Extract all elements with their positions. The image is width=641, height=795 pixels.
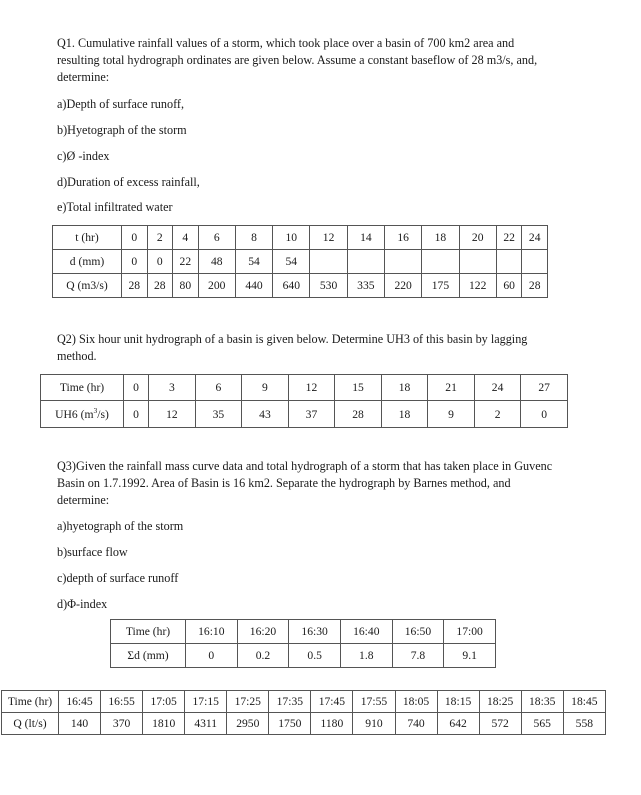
table-cell: 16:40 <box>340 620 392 644</box>
table-cell: 9.1 <box>444 644 496 668</box>
row-label-cell: t (hr) <box>53 226 122 250</box>
table-cell: 335 <box>347 274 384 298</box>
table-cell: 175 <box>422 274 459 298</box>
table-cell: 18 <box>422 226 459 250</box>
q2-value-cell: 35 <box>195 401 242 428</box>
table-cell: 28 <box>522 274 548 298</box>
row-label-cell: Time (hr) <box>2 691 59 713</box>
discharge-row <box>2 713 606 735</box>
q2-row-label-sup: 3 <box>93 405 98 415</box>
table-cell: 12 <box>310 226 347 250</box>
table-cell: 6 <box>198 226 235 250</box>
time-row <box>2 691 606 713</box>
table-cell: 565 <box>521 713 563 735</box>
table-cell: 16 <box>385 226 422 250</box>
table-cell: 1810 <box>143 713 185 735</box>
table-cell: 220 <box>385 274 422 298</box>
q2-value-cell: 12 <box>149 401 196 428</box>
table-cell: 530 <box>310 274 347 298</box>
table-cell: 54 <box>235 250 272 274</box>
table-cell: 18:05 <box>395 691 437 713</box>
q1-item-c: c)Ø -index <box>57 149 110 163</box>
table-cell: 10 <box>273 226 310 250</box>
q3-item-d: d)Φ-index <box>57 597 108 611</box>
table-cell: 0.2 <box>237 644 289 668</box>
q2-header-label: Time (hr) <box>41 375 124 401</box>
q-row <box>53 274 548 298</box>
table-cell: 28 <box>122 274 148 298</box>
table-cell: 16:30 <box>289 620 341 644</box>
table-cell <box>459 250 496 274</box>
table-cell <box>310 250 347 274</box>
q2-row-label <box>41 401 124 428</box>
table-cell: 370 <box>101 713 143 735</box>
table-cell <box>422 250 459 274</box>
table-cell: 0 <box>147 250 173 274</box>
table-cell: 14 <box>347 226 384 250</box>
table-cell: 17:45 <box>311 691 353 713</box>
q2-header-cell: 18 <box>381 375 428 401</box>
table-cell: 0.5 <box>289 644 341 668</box>
time-row <box>111 620 496 644</box>
cumulative-depth-row <box>111 644 496 668</box>
row-label-cell: Time (hr) <box>111 620 186 644</box>
q2-value-cell: 43 <box>242 401 289 428</box>
table-cell: 0 <box>122 250 148 274</box>
table-cell: 22 <box>496 226 522 250</box>
table-cell <box>496 250 522 274</box>
q3-item-c: c)depth of surface runoff <box>57 571 179 585</box>
table-cell: 558 <box>563 713 605 735</box>
table-cell: 2950 <box>227 713 269 735</box>
table-cell: 572 <box>479 713 521 735</box>
table-cell: 200 <box>198 274 235 298</box>
table-cell: 48 <box>198 250 235 274</box>
table-cell: 80 <box>173 274 199 298</box>
table-cell: 740 <box>395 713 437 735</box>
q2-row-label-main: UH6 (m <box>55 407 94 421</box>
table-cell: 640 <box>273 274 310 298</box>
table-cell: 910 <box>353 713 395 735</box>
table-cell: 17:15 <box>185 691 227 713</box>
row-label-cell: Q (m3/s) <box>53 274 122 298</box>
row-label-cell: d (mm) <box>53 250 122 274</box>
q3-mass-curve-table <box>110 619 496 668</box>
q2-uh6-table <box>40 374 568 428</box>
q2-value-cell: 18 <box>381 401 428 428</box>
table-cell <box>385 250 422 274</box>
table-cell: 22 <box>173 250 199 274</box>
table-cell: 1180 <box>311 713 353 735</box>
q2-row-label-end: /s) <box>97 407 109 421</box>
table-cell <box>522 250 548 274</box>
q2-value-cell: 28 <box>335 401 382 428</box>
table-cell: 18:15 <box>437 691 479 713</box>
table-cell: 4 <box>173 226 199 250</box>
table-cell: 18:25 <box>479 691 521 713</box>
row-label-cell: Q (lt/s) <box>2 713 59 735</box>
q1-item-d: d)Duration of excess rainfall, <box>57 175 200 189</box>
q2-header-cell: 3 <box>149 375 196 401</box>
q2-header-row <box>41 375 568 401</box>
q2-value-cell: 9 <box>428 401 475 428</box>
q3-item-b: b)surface flow <box>57 545 128 559</box>
table-cell: 16:20 <box>237 620 289 644</box>
q2-header-cell: 6 <box>195 375 242 401</box>
table-cell: 4311 <box>185 713 227 735</box>
table-cell: 642 <box>437 713 479 735</box>
q2-intro: Q2) Six hour unit hydrograph of a basin is given below. Determine UH3 of this basin by lagging method. <box>57 332 528 363</box>
table-cell: 17:05 <box>143 691 185 713</box>
d-row <box>53 250 548 274</box>
q2-value-cell: 2 <box>474 401 521 428</box>
table-cell: 24 <box>522 226 548 250</box>
table-cell: 0 <box>122 226 148 250</box>
table-cell: 16:45 <box>59 691 101 713</box>
table-cell: 18:35 <box>521 691 563 713</box>
table-cell: 28 <box>147 274 173 298</box>
q1-item-b: b)Hyetograph of the storm <box>57 123 187 137</box>
table-cell: 60 <box>496 274 522 298</box>
row-label-cell: Σd (mm) <box>111 644 186 668</box>
table-cell: 16:10 <box>186 620 238 644</box>
q2-header-cell: 9 <box>242 375 289 401</box>
q2-header-cell: 15 <box>335 375 382 401</box>
q2-value-cell: 0 <box>521 401 568 428</box>
table-cell: 2 <box>147 226 173 250</box>
table-cell: 16:55 <box>101 691 143 713</box>
table-cell: 0 <box>186 644 238 668</box>
q2-header-cell: 12 <box>288 375 335 401</box>
q1-item-e: e)Total infiltrated water <box>57 200 173 214</box>
table-cell: 17:25 <box>227 691 269 713</box>
table-cell: 17:35 <box>269 691 311 713</box>
table-cell: 1.8 <box>340 644 392 668</box>
q2-header-cell: 0 <box>124 375 149 401</box>
table-cell: 54 <box>273 250 310 274</box>
q2-value-cell: 37 <box>288 401 335 428</box>
q2-header-cell: 21 <box>428 375 475 401</box>
q3-item-a: a)hyetograph of the storm <box>57 519 184 533</box>
table-cell: 17:00 <box>444 620 496 644</box>
q1-item-a: a)Depth of surface runoff, <box>57 97 185 111</box>
q2-header-cell: 27 <box>521 375 568 401</box>
table-cell: 1750 <box>269 713 311 735</box>
table-cell: 140 <box>59 713 101 735</box>
table-cell: 20 <box>459 226 496 250</box>
q2-header-cell: 24 <box>474 375 521 401</box>
q1-data-table <box>52 225 548 298</box>
table-cell <box>347 250 384 274</box>
q2-value-cell: 0 <box>124 401 149 428</box>
table-cell: 7.8 <box>392 644 444 668</box>
table-cell: 18:45 <box>563 691 605 713</box>
t-row <box>53 226 548 250</box>
q3-hydrograph-table <box>1 690 606 735</box>
q2-value-row <box>41 401 568 428</box>
table-cell: 8 <box>235 226 272 250</box>
table-cell: 17:55 <box>353 691 395 713</box>
q3-intro: Q3)Given the rainfall mass curve data and total hydrograph of a storm that has taken place in Guvenc Basin on 1.7.1992. Area of Basin is 16 km2. Separate the hydrograph by Barnes method, and determine: <box>57 459 553 507</box>
table-cell: 16:50 <box>392 620 444 644</box>
table-cell: 440 <box>235 274 272 298</box>
table-cell: 122 <box>459 274 496 298</box>
q1-intro: Q1. Cumulative rainfall values of a storm, which took place over a basin of 700 km2 area and resulting total hydrograph ordinates are given below. Assume a constant baseflow of 28 m3/s, and, determine: <box>57 36 538 84</box>
